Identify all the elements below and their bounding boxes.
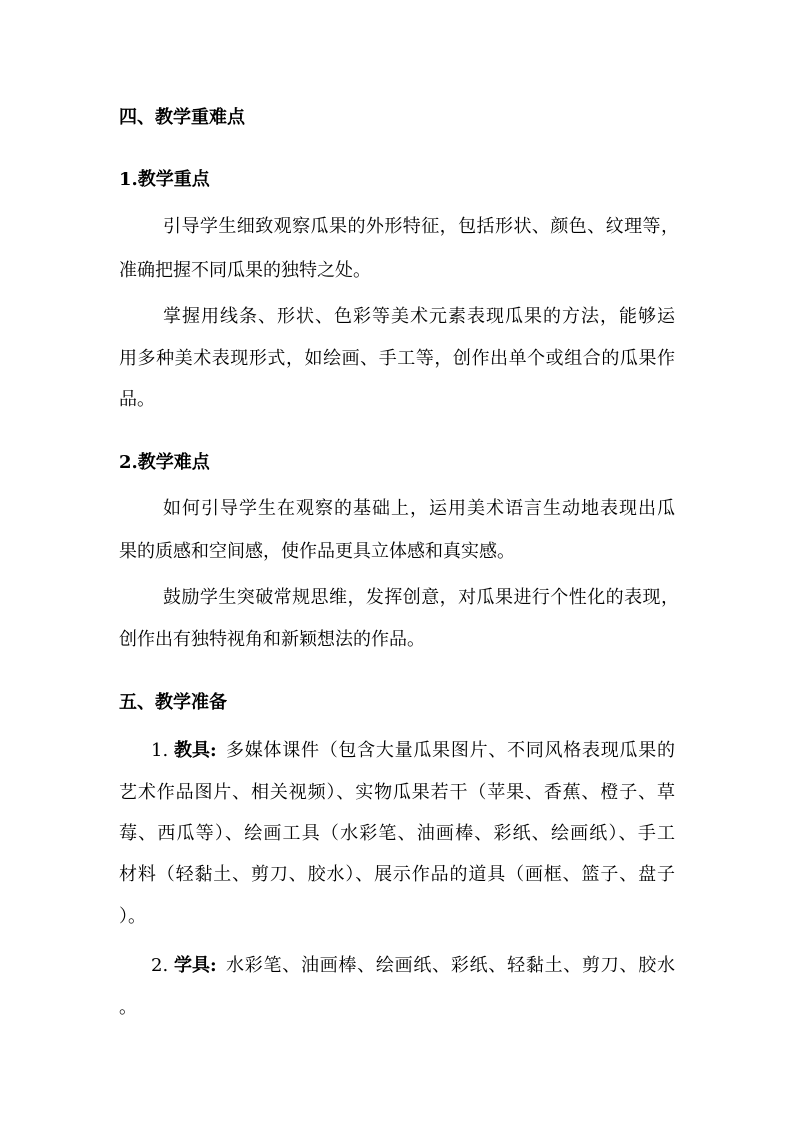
paragraph-line: 准确把握不同瓜果的独特之处。 [119, 260, 371, 281]
paragraph-line: 引导学生细致观察瓜果的外形特征，包括形状、颜色、纹理等， [163, 216, 679, 237]
list-item-2-label: 学具: [174, 955, 217, 976]
paragraph-line: 。 [119, 997, 137, 1018]
list-item-1-number: 1. [151, 740, 169, 761]
section-5-heading: 五、教学准备 [119, 692, 227, 713]
paragraph-line: 如何引导学生在观察的基础上，运用美术语言生动地表现出瓜 [163, 498, 675, 519]
paragraph-line: 用多种美术表现形式，如绘画、手工等，创作出单个或组合的瓜果作 [119, 348, 675, 369]
paragraph-line: 水彩笔、油画棒、绘画纸、彩纸、轻黏土、剪刀、胶水 [226, 955, 675, 976]
key-points-heading: 1.教学重点 [119, 169, 210, 190]
section-4-heading: 四、教学重难点 [119, 107, 245, 128]
paragraph-line: 莓、西瓜等）、绘画工具（水彩笔、油画棒、彩纸、绘画纸）、手工 [119, 823, 675, 844]
paragraph-line: 果的质感和空间感，使作品更具立体感和真实感。 [119, 541, 515, 562]
paragraph-line: 艺术作品图片、相关视频）、实物瓜果若干（苹果、香蕉、橙子、草 [119, 782, 675, 803]
paragraph-line: ）。 [119, 906, 146, 927]
difficulties-heading: 2.教学难点 [119, 452, 210, 473]
paragraph-line: 鼓励学生突破常规思维，发挥创意，对瓜果进行个性化的表现， [163, 587, 679, 608]
paragraph-line: 掌握用线条、形状、色彩等美术元素表现瓜果的方法，能够运 [163, 306, 675, 327]
paragraph-line: 品。 [119, 389, 155, 410]
paragraph-line: 多媒体课件（包含大量瓜果图片、不同风格表现瓜果的 [226, 740, 675, 761]
paragraph-line: 材料（轻黏土、剪刀、胶水）、展示作品的道具（画框、篮子、盘子 [119, 864, 675, 885]
list-item-2-number: 2. [151, 955, 169, 976]
paragraph-line: 创作出有独特视角和新颖想法的作品。 [119, 629, 425, 650]
list-item-1-label: 教具: [174, 740, 217, 761]
